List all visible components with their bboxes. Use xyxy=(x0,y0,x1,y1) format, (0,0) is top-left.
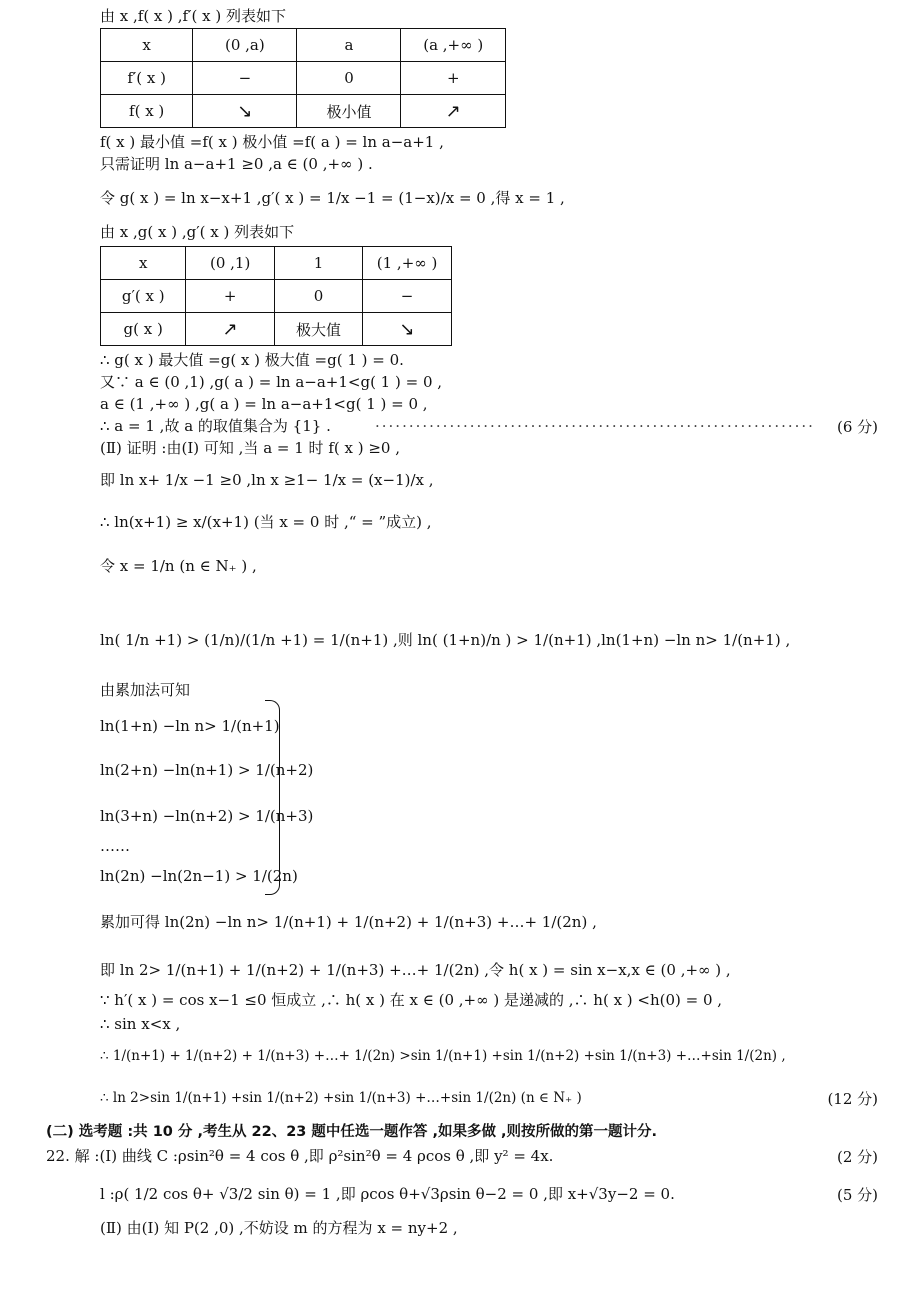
table-cell: − xyxy=(363,280,452,313)
table-cell: f( x ) xyxy=(101,95,193,128)
table-cell: g( x ) xyxy=(101,313,186,346)
table-cell: + xyxy=(186,280,274,313)
score-label: (6 分) xyxy=(836,418,878,436)
score-label: (5 分) xyxy=(836,1186,878,1204)
table-cell: 极大值 xyxy=(274,313,362,346)
table-cell xyxy=(193,95,297,128)
text-line: 由 x ,f( x ) ,f′( x ) 列表如下 xyxy=(100,7,286,25)
score-label: (12 分) xyxy=(827,1090,878,1108)
text-line: (Ⅱ) 证明 :由(Ⅰ) 可知 ,当 a = 1 时 f( x ) ≥0 , xyxy=(100,439,400,457)
table-cell: x xyxy=(101,247,186,280)
table-cell: − xyxy=(193,62,297,95)
table-cell: 极小值 xyxy=(297,95,401,128)
text-line: ln(1+n) −ln n> 1/(n+1) xyxy=(100,717,280,735)
right-brace xyxy=(265,700,280,895)
table-cell: (a ,+∞ ) xyxy=(401,29,506,62)
table-row xyxy=(101,62,506,95)
section-heading: (二) 选考题 :共 10 分 ,考生从 22、23 题中任选一题作答 ,如果多做 ,则按所做的第一题计分. xyxy=(46,1124,658,1140)
table-cell: (0 ,1) xyxy=(186,247,274,280)
table-cell: g′( x ) xyxy=(101,280,186,313)
text-line: ln(2n) −ln(2n−1) > 1/(2n) xyxy=(100,867,298,885)
text-line: 令 x = 1/n (n ∈ N₊ ) , xyxy=(100,557,257,575)
text-line: …… xyxy=(100,837,130,855)
arrow-down-right-icon: ↘ xyxy=(399,318,415,340)
text-line: 22. 解 :(Ⅰ) 曲线 C :ρsin²θ = 4 cos θ ,即 ρ²sin²θ = 4 ρcos θ ,即 y² = 4x. xyxy=(46,1147,554,1165)
dot-leader: ································································· xyxy=(375,417,815,435)
table-g xyxy=(100,246,452,346)
text-line: ∴ g( x ) 最大值 =g( x ) 极大值 =g( 1 ) = 0. xyxy=(100,351,404,369)
text-line: 即 ln 2> 1/(n+1) + 1/(n+2) + 1/(n+3) +…+ 1/(2n) ,令 h( x ) = sin x−x,x ∈ (0 ,+∞ ) , xyxy=(100,961,731,979)
table-cell: f′( x ) xyxy=(101,62,193,95)
text-line: 令 g( x ) = ln x−x+1 ,g′( x ) = 1/x −1 = (1−x)/x = 0 ,得 x = 1 , xyxy=(100,189,565,207)
text-line: ∴ a = 1 ,故 a 的取值集合为 {1} . xyxy=(100,417,331,435)
text-line: 由累加法可知 xyxy=(100,681,191,699)
text-line: ln( 1/n +1) > (1/n)/(1/n +1) = 1/(n+1) ,则 ln( (1+n)/n ) > 1/(n+1) ,ln(1+n) −ln n> 1/(n+1) , xyxy=(100,631,791,649)
text-line: f( x ) 最小值 =f( x ) 极小值 =f( a ) = ln a−a+1 , xyxy=(100,133,444,151)
table-cell: x xyxy=(101,29,193,62)
text-line: 由 x ,g( x ) ,g′( x ) 列表如下 xyxy=(100,223,295,241)
text-line: 即 ln x+ 1/x −1 ≥0 ,ln x ≥1− 1/x = (x−1)/x , xyxy=(100,471,434,489)
text-line: ∴ ln 2>sin 1/(n+1) +sin 1/(n+2) +sin 1/(n+3) +…+sin 1/(2n) (n ∈ N₊ ) xyxy=(100,1090,582,1106)
text-line: ln(3+n) −ln(n+2) > 1/(n+3) xyxy=(100,807,314,825)
table-cell: (1 ,+∞ ) xyxy=(363,247,452,280)
arrow-up-right-icon: ↗ xyxy=(445,100,461,122)
table-row xyxy=(101,95,506,128)
table-f xyxy=(100,28,506,128)
table-cell: (0 ,a) xyxy=(193,29,297,62)
table-row xyxy=(101,29,506,62)
text-line: 只需证明 ln a−a+1 ≥0 ,a ∈ (0 ,+∞ ) . xyxy=(100,155,373,173)
table-cell xyxy=(401,95,506,128)
text-line: ∵ h′( x ) = cos x−1 ≤0 恒成立 ,∴ h( x ) 在 x ∈ (0 ,+∞ ) 是递减的 ,∴ h( x ) <h(0) = 0 , xyxy=(100,991,723,1009)
text-line: 累加可得 ln(2n) −ln n> 1/(n+1) + 1/(n+2) + 1/(n+3) +…+ 1/(2n) , xyxy=(100,913,597,931)
table-cell: a xyxy=(297,29,401,62)
text-line: ∴ ln(x+1) ≥ x/(x+1) (当 x = 0 时 ,“ = ”成立) , xyxy=(100,513,432,531)
text-line: ∴ sin x<x , xyxy=(100,1015,181,1033)
table-cell xyxy=(186,313,274,346)
text-line: ln(2+n) −ln(n+1) > 1/(n+2) xyxy=(100,761,314,779)
table-row xyxy=(101,313,452,346)
table-cell: + xyxy=(401,62,506,95)
table-row xyxy=(101,280,452,313)
table-cell: 0 xyxy=(297,62,401,95)
text-line: l :ρ( 1/2 cos θ+ √3/2 sin θ) = 1 ,即 ρcos θ+√3ρsin θ−2 = 0 ,即 x+√3y−2 = 0. xyxy=(100,1185,675,1203)
table-cell: 0 xyxy=(274,280,362,313)
arrow-down-right-icon: ↘ xyxy=(237,100,253,122)
arrow-up-right-icon: ↗ xyxy=(222,318,238,340)
text-line: 又∵ a ∈ (0 ,1) ,g( a ) = ln a−a+1<g( 1 ) = 0 , xyxy=(100,373,443,391)
table-cell xyxy=(363,313,452,346)
table-cell: 1 xyxy=(274,247,362,280)
text-line: a ∈ (1 ,+∞ ) ,g( a ) = ln a−a+1<g( 1 ) = 0 , xyxy=(100,395,428,413)
score-label: (2 分) xyxy=(836,1148,878,1166)
table-row xyxy=(101,247,452,280)
text-line: (Ⅱ) 由(Ⅰ) 知 P(2 ,0) ,不妨设 m 的方程为 x = ny+2 , xyxy=(100,1219,458,1237)
text-line: ∴ 1/(n+1) + 1/(n+2) + 1/(n+3) +…+ 1/(2n) >sin 1/(n+1) +sin 1/(n+2) +sin 1/(n+3) +…+sin 1/(2n) , xyxy=(100,1048,786,1064)
